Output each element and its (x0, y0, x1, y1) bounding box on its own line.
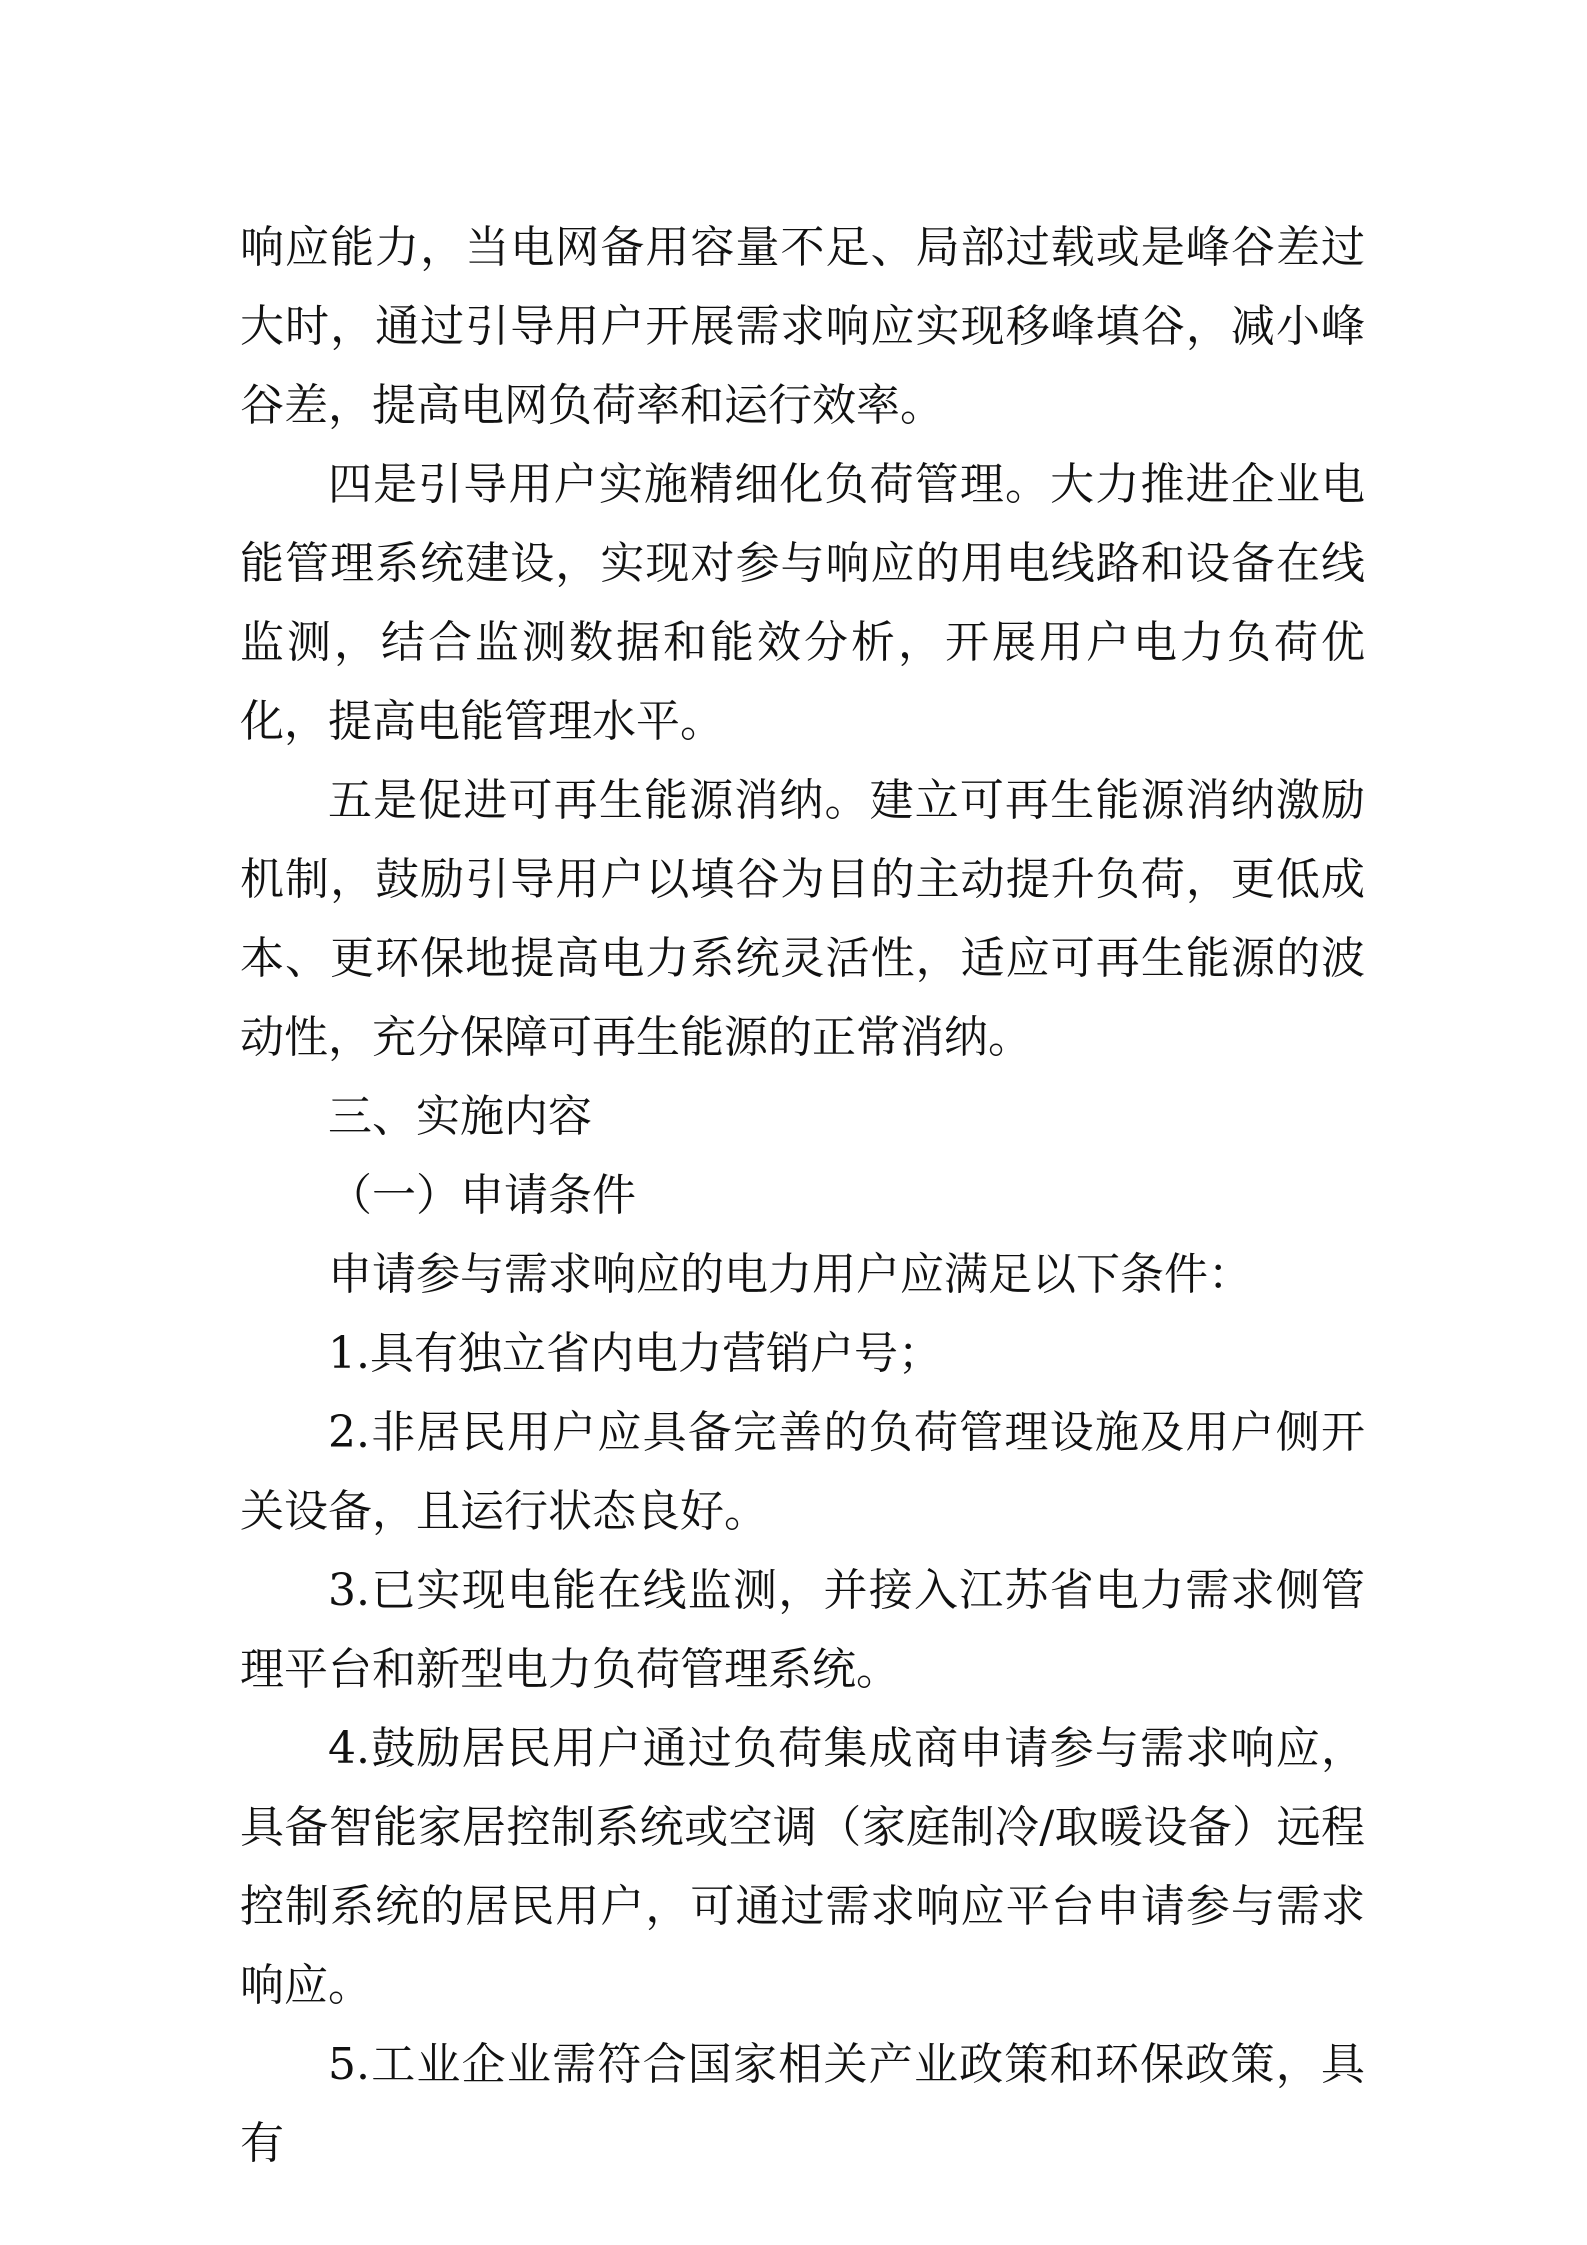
list-item-1: 1.具有独立省内电力营销户号； (328, 1328, 942, 1379)
section-heading-implementation: 三、实施内容 (328, 1091, 592, 1142)
subsection-heading-conditions: （一）申请条件 (328, 1170, 636, 1221)
paragraph-conditions-intro: 申请参与需求响应的电力用户应满足以下条件： (328, 1249, 1252, 1300)
paragraph-point-four: 四是引导用户实施精细化负荷管理。大力推进企业电能管理系统建设，实现对参与响应的用电线路和设备在线监测，结合监测数据和能效分析，开展用户电力负荷优化，提高电能管理水平。 (240, 459, 1365, 747)
list-item-4: 4.鼓励居民用户通过负荷集成商申请参与需求响应，具备智能家居控制系统或空调（家庭制冷/取暖设备）远程控制系统的居民用户，可通过需求响应平台申请参与需求响应。 (240, 1723, 1365, 2011)
document-body (240, 208, 1365, 2183)
list-item-2: 2.非居民用户应具备完善的负荷管理设施及用户侧开关设备，且运行状态良好。 (240, 1407, 1365, 1537)
paragraph-point-five: 五是促进可再生能源消纳。建立可再生能源消纳激励机制，鼓励引导用户以填谷为目的主动提升负荷，更低成本、更环保地提高电力系统灵活性，适应可再生能源的波动性，充分保障可再生能源的正常消纳。 (240, 775, 1365, 1063)
paragraph-continuation: 响应能力，当电网备用容量不足、局部过载或是峰谷差过大时，通过引导用户开展需求响应实现移峰填谷，减小峰谷差，提高电网负荷率和运行效率。 (240, 222, 1365, 431)
list-item-5: 5.工业企业需符合国家相关产业政策和环保政策，具有 (240, 2039, 1365, 2169)
list-item-3: 3.已实现电能在线监测，并接入江苏省电力需求侧管理平台和新型电力负荷管理系统。 (240, 1565, 1365, 1695)
